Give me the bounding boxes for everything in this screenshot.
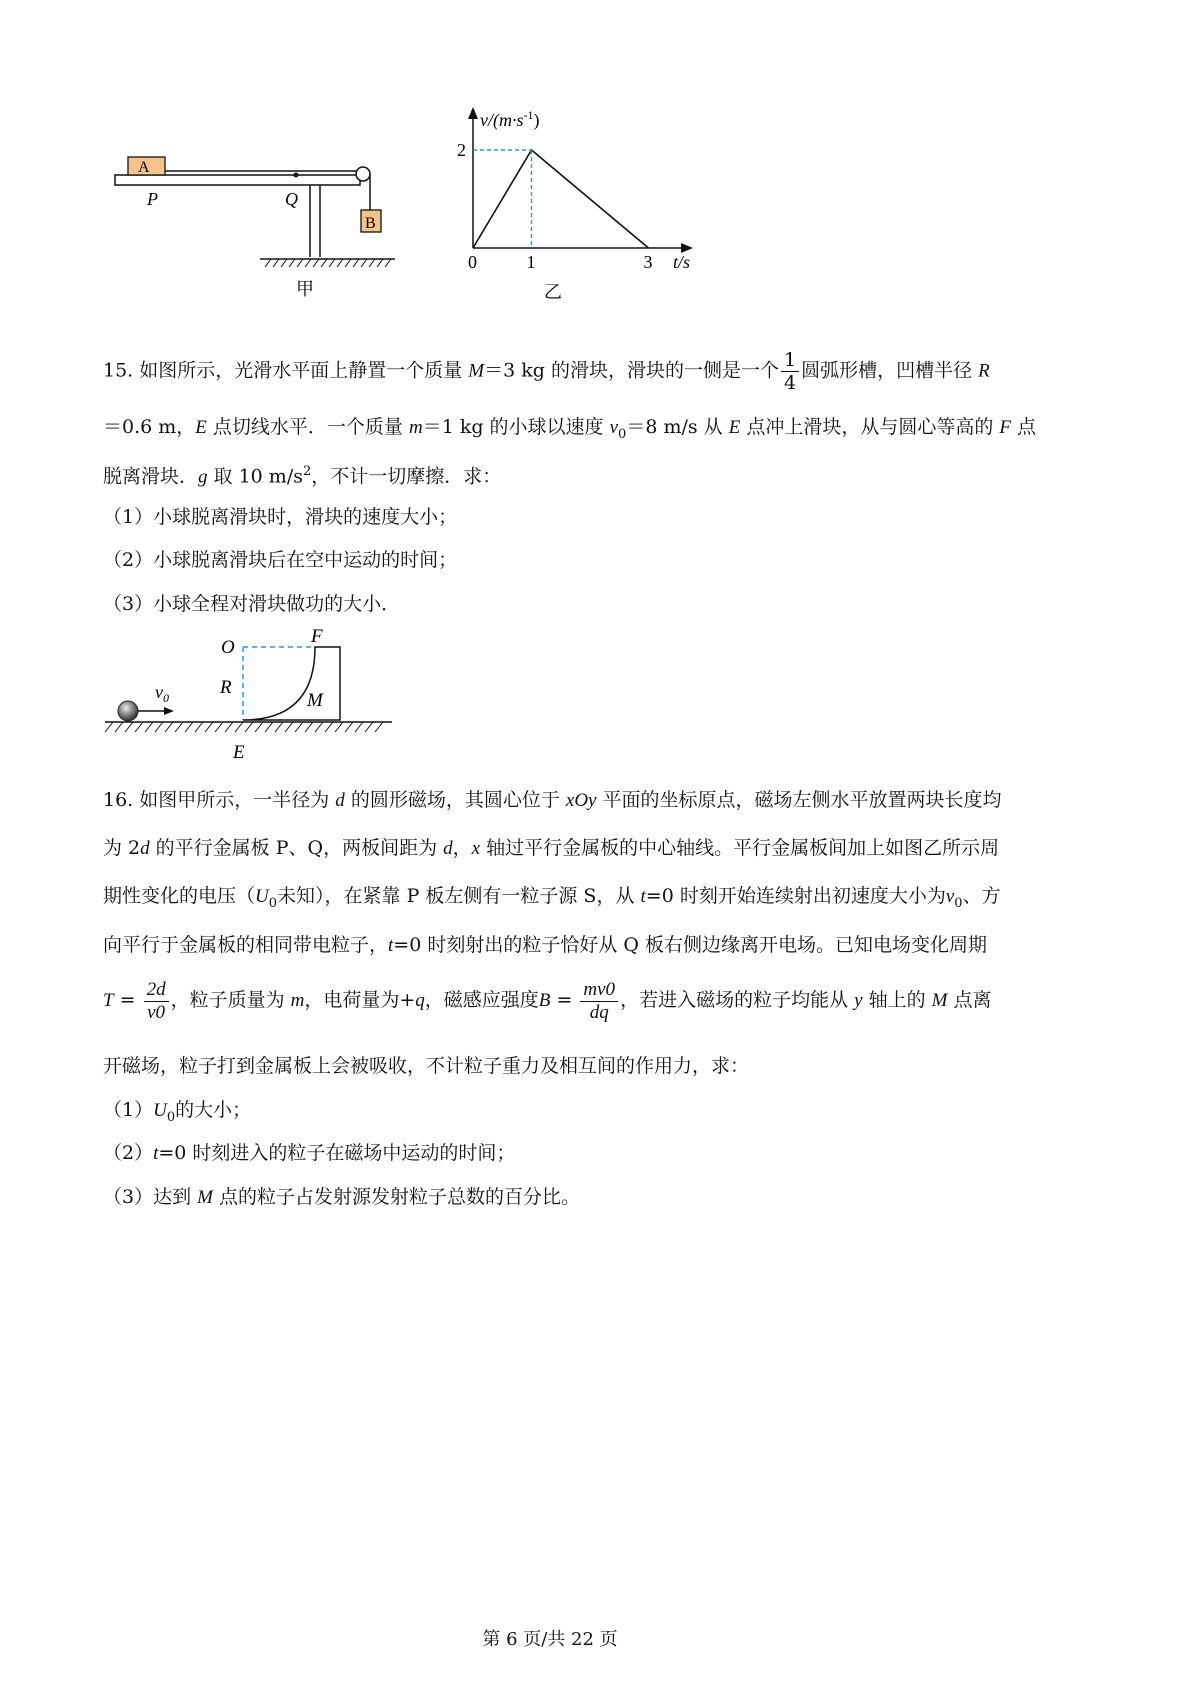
fraction-numerator: mv0 [580,979,618,1002]
q16-text: ，电荷量为+ [304,989,416,1011]
q16-sub-1 [103,1097,251,1131]
q15-sub-2: （2）小球脱离滑块后在空中运动的时间； [103,549,458,571]
q15-text: 点切线水平．一个质量 [206,416,409,438]
q16-var-T: T [103,990,114,1011]
q16-sub: 0 [268,895,278,911]
q15-var-f: F [999,417,1012,438]
q16-var-t: t [388,935,394,956]
pulley [356,167,370,181]
q16-var-B: B [538,990,551,1011]
q15-text: 点冲上滑块，从与圆心等高的 [740,416,1000,438]
q15-line-2 [103,414,1036,448]
q16-var-d: d [140,838,150,859]
q16-line-6: 开磁场，粒子打到金属板上会被吸收，不计粒子重力及相互间的作用力，求： [103,1055,750,1077]
ball [118,701,138,721]
q15-var-m: M [468,360,485,382]
fraction-numerator: 2d [144,979,169,1002]
q16-text: 的大小； [175,1099,252,1121]
q15-text: 点 [1011,416,1037,438]
y-axis-label: $v/(m\cdot s^{-1})$ [480,108,540,130]
x-tick-label: 3 [643,252,653,272]
label-e: E [233,742,245,763]
q16-text: （1） [103,1099,154,1121]
block-b-label: B [365,215,376,232]
x-tick-label: 0 [468,252,477,272]
q16-var-d: d [335,790,345,811]
q15-var-g: g [198,466,208,488]
q16-var-d: d [443,838,453,859]
label-r: R [220,677,232,698]
q16-text: 轴上的 [862,989,932,1011]
q16-sub-2 [103,1140,515,1167]
q16-text: 的圆形磁场，其圆心位于 [344,789,566,811]
q16-text: =0 时刻进入的粒子在磁场中运动的时间； [158,1142,516,1164]
q16-text: =0 时刻射出的粒子恰好从 Q 板右侧边缘离开电场。已知电场变化周期 [393,934,988,956]
q16-text: ，粒子质量为 [170,989,291,1011]
q16-text: ， [452,837,472,859]
q16-var-u: U [255,886,269,907]
fraction-denominator: 4 [783,372,797,394]
q16-text: =0 时刻开始连续射出初速度大小为 [645,885,946,907]
q15-text: ＝8 m/s 从 [626,416,729,438]
q15-var-e: E [728,417,741,438]
q16-text: ，磁感应强度 [424,989,539,1011]
q15-var-e: E [195,417,207,438]
figure-jia-caption: 甲 [296,279,314,300]
q16-var-u: U [153,1100,167,1121]
q16-line-1 [103,787,1002,814]
y-tick-label: 2 [457,140,466,160]
q16-text: （2） [103,1142,154,1164]
label-o: O [221,637,235,658]
q15-fraction-quarter [781,349,799,394]
q16-line-3 [103,883,1001,917]
q15-sup: 2 [302,464,312,479]
figure-jia [105,145,415,320]
q15-var-v-sub: 0 [618,426,627,442]
q16-line-2 [103,835,999,862]
q16-text: 、方 [962,885,1001,907]
q16-text: 点的粒子占发射源发射粒子总数的百分比。 [212,1186,581,1208]
q15-sub-1: （1）小球脱离滑块时，滑块的速度大小； [103,506,458,528]
q16-var-t: t [640,886,646,907]
q16-text: 向平行于金属板的相同带电粒子， [103,934,389,956]
q15-text: ＝1 kg 的小球以速度 [422,416,610,438]
page-footer: 第 6 页/共 22 页 [482,1629,618,1650]
q16-sub: 0 [166,1109,176,1125]
label-q: Q [285,189,298,209]
q16-text: （3）达到 [103,1186,198,1208]
point-q [294,173,299,178]
label-f: F [311,626,323,647]
q16-var-y: y [854,990,863,1011]
q16-var-t: t [153,1143,159,1164]
q15-text: 圆弧形槽，凹槽半径 [801,359,979,382]
q15-var-v: v [609,417,619,438]
q16-text: 平面的坐标原点，磁场左侧水平放置两块长度均 [596,789,1002,811]
q15-sub-3: （3）小球全程对滑块做功的大小． [103,593,401,615]
q15-text: 15. 如图所示，光滑水平面上静置一个质量 [103,359,469,382]
q16-text: ，若进入磁场的粒子均能从 [620,989,855,1011]
q15-line-1 [103,349,990,394]
x-tick-label: 1 [526,252,536,272]
q15-text: 脱离滑块． [103,465,199,488]
q16-equals: = [113,989,142,1011]
figure-yi-caption: 乙 [544,282,562,303]
y-axis-arrow [468,107,478,119]
label-p: P [147,189,158,209]
block-a-label: A [138,159,150,176]
slider-block [243,647,340,720]
q16-sub: 0 [954,895,963,911]
q16-line-4 [103,932,987,959]
q16-var-M: M [197,1187,213,1208]
x-axis-label: t/s [673,252,691,272]
q16-period-fraction [144,979,169,1024]
fraction-denominator: v0 [147,1001,166,1023]
q16-sub-3 [103,1184,580,1211]
label-v0: $v_0$ [155,682,169,705]
q15-text: ＝0.6 m， [103,416,196,438]
q16-var-xoy: xOy [565,790,597,811]
q16-var-x: x [471,838,481,859]
q16-var-q: q [415,990,425,1011]
q16-var-v: v [945,886,955,907]
ground-hatch [105,722,383,732]
q16-text: 16. 如图甲所示，一半径为 [103,789,336,811]
q16-text: 轴过平行金属板的中心轴线。平行金属板间加上如图乙所示周 [480,837,1000,859]
q15-figure [100,620,400,770]
table-top [115,175,360,185]
q15-line-3 [103,459,501,490]
fraction-denominator: dq [589,1001,609,1023]
figure-yi-chart [445,100,725,325]
label-m: M [307,690,323,711]
q16-line-5 [103,972,992,1029]
q16-equals: = [550,989,579,1011]
q16-var-m: m [290,990,305,1011]
q15-var-r: R [978,360,990,382]
q16-text: 的平行金属板 P、Q，两板间距为 [149,837,444,859]
velocity-series-line [473,150,649,248]
q16-var-M: M [931,990,948,1011]
q16-text: 未知），在紧靠 P 板左侧有一粒子源 S，从 [277,885,641,907]
ground-hatch [265,259,391,267]
q15-text: ，不计一切摩擦．求： [311,465,502,488]
q16-text: 点离 [947,989,992,1011]
q15-var-m-small: m [408,417,423,438]
q16-text: 期性变化的电压（ [103,885,256,907]
q16-field-fraction [580,979,618,1024]
q16-text: 为 2 [103,837,141,859]
q15-text: 取 10 m/s [207,465,303,488]
q15-text: ＝3 kg 的滑块，滑块的一侧是一个 [484,359,779,382]
fraction-numerator: 1 [781,349,799,372]
velocity-arrow-head [164,707,174,715]
